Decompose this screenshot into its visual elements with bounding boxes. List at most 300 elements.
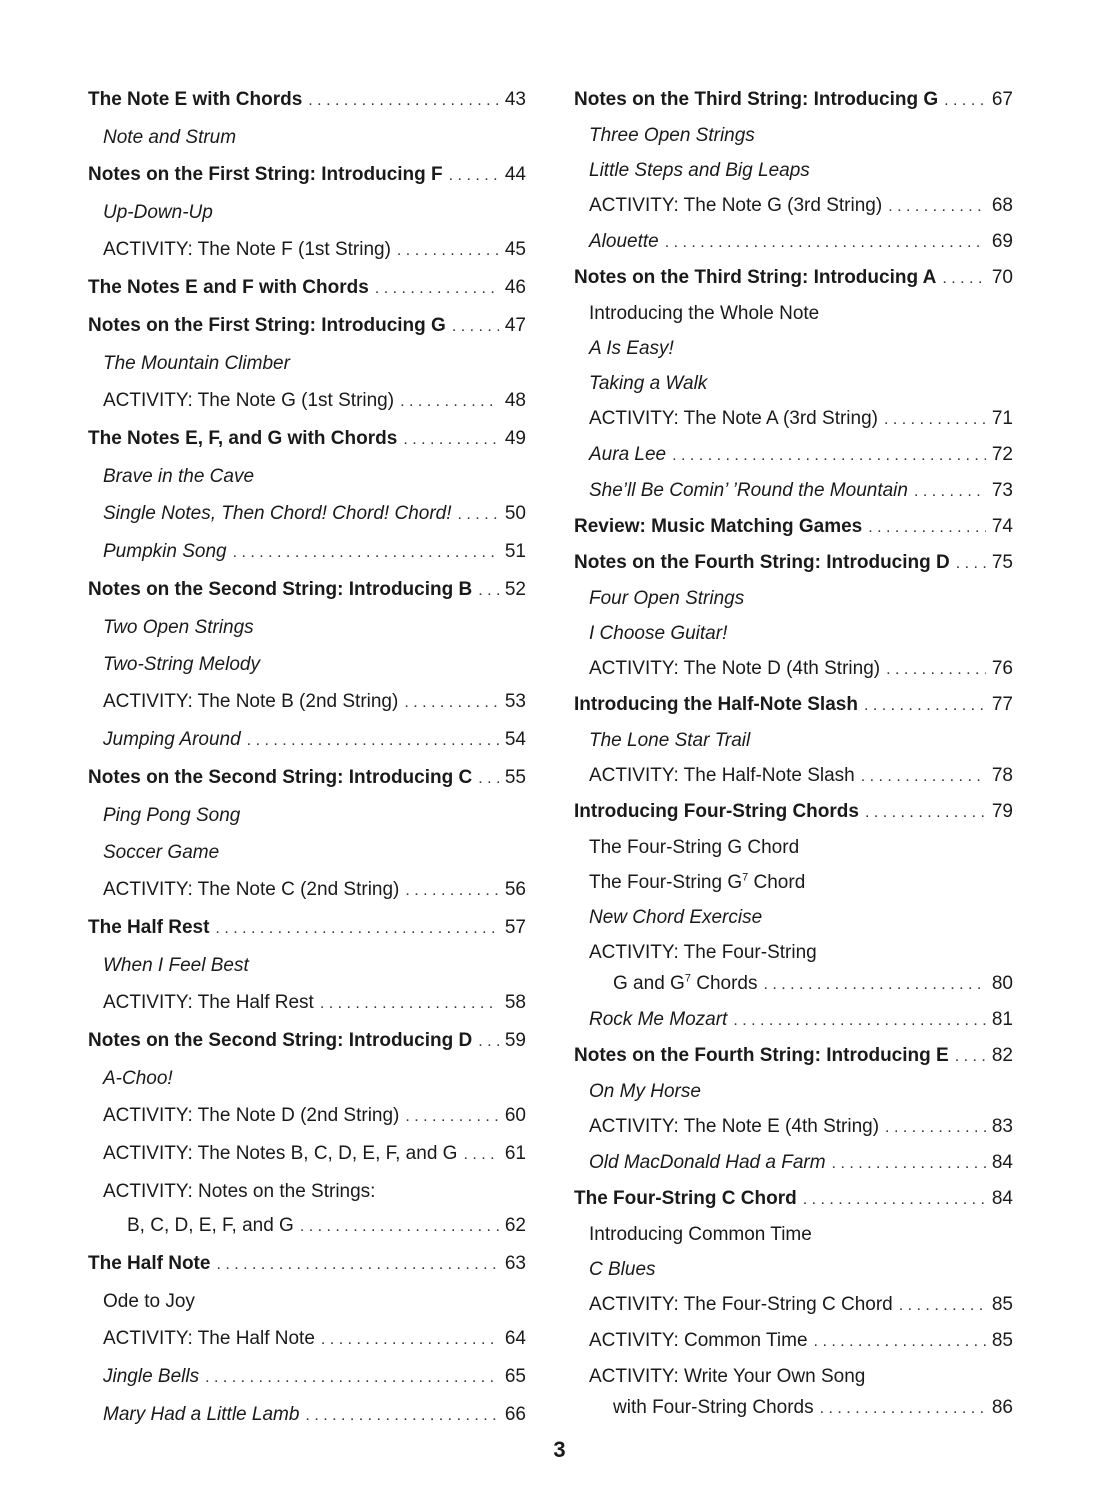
toc-entry-title [103, 804, 240, 828]
dot-leader [942, 267, 985, 291]
toc-entry-page: 70 [991, 267, 1013, 288]
toc-entry-title [103, 540, 227, 564]
toc-entry-title-text: ACTIVITY: The Note C (2nd String) [103, 879, 400, 900]
toc-entry [88, 427, 526, 452]
toc-entry-title-text: Notes on the Third String: Introducing A [574, 267, 937, 288]
toc-entry [574, 266, 1013, 291]
toc-entry [88, 1290, 526, 1314]
toc-entry [574, 1115, 1013, 1140]
toc-entry-title-text: Introducing Four-String Chords [574, 801, 859, 822]
toc-entry-title [589, 906, 762, 930]
toc-entry-title-text: Two-String Melody [103, 654, 260, 675]
dot-leader [864, 694, 986, 718]
toc-entry-title-text: ACTIVITY: The Notes B, C, D, E, F, and G [103, 1143, 458, 1164]
toc-entry-title-text: Taking a Walk [589, 373, 708, 394]
toc-entry-page: 53 [504, 691, 526, 712]
toc-entry [574, 1396, 1013, 1421]
toc-entry-title [103, 238, 391, 262]
toc-entry [88, 88, 526, 113]
toc-entry-title [103, 1290, 195, 1314]
dot-leader [665, 231, 986, 255]
toc-entry-title-text: Jingle Bells [103, 1366, 200, 1387]
toc-entry-page: 82 [991, 1045, 1013, 1066]
toc-entry-title [88, 1029, 472, 1053]
dot-leader [449, 164, 499, 188]
toc-entry-title-text: Mary Had a Little Lamb [103, 1404, 300, 1425]
toc-entry-page: 66 [504, 1404, 526, 1425]
toc-entry-title [589, 124, 755, 148]
toc-entry-title [589, 1293, 893, 1317]
toc-entry [88, 1104, 526, 1129]
toc-entry-title [103, 1142, 457, 1166]
toc-entry-title-text: ACTIVITY: The Note G (3rd String) [589, 195, 883, 216]
toc-entry-title-text: ACTIVITY: The Note A (3rd String) [589, 408, 878, 429]
toc-entry-page: 69 [991, 231, 1013, 252]
toc-entry-page: 56 [504, 879, 526, 900]
toc-entry-title-text: Introducing the Half-Note Slash [574, 694, 858, 715]
toc-entry [574, 124, 1013, 148]
toc-entry [574, 1080, 1013, 1104]
toc-entry [88, 841, 526, 865]
toc-entry [88, 314, 526, 339]
toc-entry [574, 587, 1013, 611]
toc-entry-page: 48 [504, 390, 526, 411]
toc-entry-title [589, 372, 707, 396]
toc-entry-title [589, 764, 855, 788]
dot-leader [452, 315, 499, 339]
toc-entry-title [88, 88, 302, 112]
toc-entry-title-text: ACTIVITY: The Note B (2nd String) [103, 691, 399, 712]
toc-entry [88, 1327, 526, 1352]
toc-entry-title [103, 954, 249, 978]
toc-entry-title [103, 389, 394, 413]
toc-entry-title [88, 578, 472, 602]
toc-entry [574, 88, 1013, 113]
toc-entry-title-text: The Half Note [88, 1253, 211, 1274]
toc-entry-title [103, 1365, 199, 1389]
toc-entry-title-text: Four Open Strings [589, 588, 745, 609]
toc-entry-page: 76 [991, 658, 1013, 679]
toc-entry-title-text: Single Notes, Then Chord! Chord! Chord! [103, 503, 452, 524]
toc-entry [574, 906, 1013, 930]
toc-entry-page: 86 [991, 1397, 1013, 1418]
toc-entry [574, 159, 1013, 183]
toc-entry-page: 58 [504, 992, 526, 1013]
toc-entry-title-text: ACTIVITY: The Note D (2nd String) [103, 1105, 400, 1126]
toc-entry-page: 55 [504, 767, 526, 788]
dot-leader [956, 552, 986, 576]
toc-entry-title-text: Little Steps and Big Leaps [589, 160, 810, 181]
toc-entry-title-text: Soccer Game [103, 842, 220, 863]
toc-entry [574, 836, 1013, 860]
toc-entry-title-text: When I Feel Best [103, 955, 249, 976]
toc-entry [574, 551, 1013, 576]
dot-leader [944, 89, 986, 113]
toc-entry-title [589, 1151, 826, 1175]
toc-entry-title [574, 515, 862, 539]
toc-entry-title [589, 1329, 808, 1353]
toc-entry-title-text: ACTIVITY: The Half Note [103, 1328, 315, 1349]
dot-leader [886, 658, 986, 682]
toc-entry-title-text: Pumpkin Song [103, 541, 227, 562]
toc-entry-page: 59 [504, 1030, 526, 1051]
toc-entry-title-text: Introducing the Whole Note [589, 303, 820, 324]
toc-entry [88, 578, 526, 603]
toc-entry-page: 51 [504, 541, 526, 562]
toc-entry-title-text: Introducing Common Time [589, 1224, 812, 1245]
toc-entry [88, 954, 526, 978]
dot-leader [247, 729, 499, 753]
toc-entry-title [103, 352, 290, 376]
dot-leader [205, 1366, 499, 1390]
toc-entry-page: 46 [504, 277, 526, 298]
toc-entry-title [103, 690, 398, 714]
toc-entry-page: 72 [991, 444, 1013, 465]
dot-leader [832, 1152, 986, 1176]
dot-leader [458, 503, 499, 527]
toc-entry-page: 45 [504, 239, 526, 260]
toc-entry-page: 81 [991, 1009, 1013, 1030]
toc-entry-title-text: Notes on the Second String: Introducing C [88, 767, 473, 788]
toc-entry-title-text: Three Open Strings [589, 125, 755, 146]
toc-entry-title-text: The Notes E and F with Chords [88, 277, 369, 298]
toc-entry-title [589, 159, 810, 183]
toc-entry [88, 690, 526, 715]
toc-entry-title [589, 230, 659, 254]
toc-entry-title-text: C Blues [589, 1259, 656, 1280]
toc-entry-page: 79 [991, 801, 1013, 822]
toc-entry-page: 75 [991, 552, 1013, 573]
toc-entry [88, 804, 526, 828]
dot-leader [321, 1328, 499, 1352]
toc-entry-page: 44 [504, 164, 526, 185]
dot-leader [463, 1143, 498, 1167]
toc-entry [574, 871, 1013, 895]
toc-entry-title-suffix: Chord [748, 872, 806, 893]
dot-leader [763, 973, 985, 997]
dot-leader [885, 1116, 986, 1140]
toc-entry-title [574, 693, 858, 717]
toc-entry-page: 78 [991, 765, 1013, 786]
dot-leader [403, 428, 499, 452]
dot-leader [955, 1045, 986, 1069]
dot-leader [478, 579, 499, 603]
toc-entry-title [574, 88, 938, 112]
page-number: 3 [553, 1437, 566, 1462]
toc-entry-title [88, 163, 443, 187]
toc-entry-title [589, 1080, 701, 1104]
toc-entry-page: 73 [991, 480, 1013, 501]
toc-entry-page: 74 [991, 516, 1013, 537]
dot-leader [914, 480, 986, 504]
toc-entry-title-text: Notes on the First String: Introducing F [88, 164, 443, 185]
toc-entry-title-text: The Four-String G Chord [589, 837, 800, 858]
toc-entry-title-text: ACTIVITY: The Half Rest [103, 992, 314, 1013]
toc-entry-title [88, 276, 369, 300]
dot-leader [216, 1253, 498, 1277]
toc-entry-title-text: ACTIVITY: Write Your Own Song [589, 1366, 866, 1387]
toc-entry-title-text: ACTIVITY: The Note F (1st String) [103, 239, 391, 260]
toc-entry [88, 653, 526, 677]
toc-entry-title [88, 916, 209, 940]
dot-leader [672, 444, 986, 468]
toc-entry-title [589, 337, 674, 361]
toc-entry-title [103, 1327, 315, 1351]
toc-entry [574, 515, 1013, 540]
toc-entry-title-text: ACTIVITY: The Note G (1st String) [103, 390, 395, 411]
toc-entry [88, 201, 526, 225]
toc-entry [88, 766, 526, 791]
dot-leader [884, 408, 986, 432]
toc-entry-title [589, 443, 666, 467]
toc-entry-title-text: Rock Me Mozart [589, 1009, 728, 1030]
toc-entry [574, 443, 1013, 468]
toc-entry-title [574, 1044, 949, 1068]
toc-entry-title-text: Note and Strum [103, 127, 237, 148]
toc-entry [88, 1214, 526, 1239]
dot-leader [397, 239, 499, 263]
toc-entry [88, 1029, 526, 1054]
toc-entry-page: 68 [991, 195, 1013, 216]
toc-entry-title [103, 1067, 173, 1091]
toc-entry-title-text: The Four-String G [589, 872, 743, 893]
toc-entry-title-text: The Mountain Climber [103, 353, 290, 374]
toc-entry-title [574, 800, 859, 824]
toc-entry-title [589, 1008, 727, 1032]
toc-entry [88, 616, 526, 640]
toc-entry-title [103, 1104, 399, 1128]
toc-entry-title [88, 427, 397, 451]
toc-entry [574, 764, 1013, 789]
toc-entry-title-text: Ping Pong Song [103, 805, 241, 826]
dot-leader [400, 390, 499, 414]
toc-entry [88, 916, 526, 941]
toc-entry [88, 540, 526, 565]
toc-entry-title-text: Notes on the Fourth String: Introducing E [574, 1045, 949, 1066]
toc-entry-title [103, 1180, 375, 1204]
toc-entry-title [589, 194, 882, 218]
toc-entry [574, 479, 1013, 504]
toc-entry-page: 62 [504, 1215, 526, 1236]
toc-entry-page: 54 [504, 729, 526, 750]
toc-entry-title [103, 201, 213, 225]
dot-leader [899, 1294, 986, 1318]
toc-entry-title-text: The Notes E, F, and G with Chords [88, 428, 398, 449]
toc-entry-title-text: Notes on the Fourth String: Introducing D [574, 552, 950, 573]
toc-entry-title [589, 622, 727, 646]
toc-entry-page: 64 [504, 1328, 526, 1349]
toc-entry-title [589, 1258, 656, 1282]
dot-leader [888, 195, 986, 219]
toc-entry [88, 728, 526, 753]
toc-entry-title [589, 871, 805, 895]
toc-entry-title-text: Brave in the Cave [103, 466, 255, 487]
toc-entry-title-text: She’ll Be Comin’ ’Round the Mountain [589, 480, 908, 501]
toc-entry-title-text: Jumping Around [103, 729, 241, 750]
toc-entry-title [103, 502, 452, 526]
dot-leader [865, 801, 986, 825]
dot-leader [215, 917, 498, 941]
toc-entry [574, 1223, 1013, 1247]
toc-entry-page: 71 [991, 408, 1013, 429]
toc-entry [574, 693, 1013, 718]
toc-entry-title-text: ACTIVITY: The Half-Note Slash [589, 765, 855, 786]
toc-entry [574, 337, 1013, 361]
toc-entry-title-text: Two Open Strings [103, 617, 254, 638]
toc-entry-page: 80 [991, 973, 1013, 994]
toc-entry-title [574, 551, 950, 575]
toc-entry-title-text: Aura Lee [589, 444, 667, 465]
toc-entry-title-text: ACTIVITY: The Note D (4th String) [589, 658, 881, 679]
toc-entry [574, 1008, 1013, 1033]
toc-entry-page: 61 [504, 1143, 526, 1164]
toc-entry [88, 1067, 526, 1091]
toc-entry-title [103, 126, 236, 150]
dot-leader [861, 765, 986, 789]
toc-entry [88, 352, 526, 376]
dot-leader [820, 1397, 986, 1421]
toc-entry [88, 1365, 526, 1390]
toc-entry-title [103, 653, 260, 677]
toc-entry [574, 729, 1013, 753]
toc-entry-title [103, 841, 219, 865]
toc-entry-title [127, 1214, 294, 1238]
toc-entry-title [574, 266, 936, 290]
toc-entry-title-text: ACTIVITY: Common Time [589, 1330, 808, 1351]
toc-entry [574, 1365, 1013, 1389]
toc-entry-title [589, 1115, 879, 1139]
toc-entry-page: 83 [991, 1116, 1013, 1137]
toc-entry-title-text: Notes on the Third String: Introducing G [574, 89, 939, 110]
toc-entry-superscript: 7 [742, 871, 749, 884]
dot-leader [233, 541, 499, 565]
toc-entry-page: 84 [991, 1152, 1013, 1173]
toc-entry-page: 47 [504, 315, 526, 336]
toc-entry-title [589, 302, 819, 326]
toc-entry [574, 941, 1013, 965]
toc-entry [574, 407, 1013, 432]
dot-leader [404, 691, 499, 715]
toc-entry [574, 194, 1013, 219]
toc-entry [574, 1293, 1013, 1318]
toc-entry [574, 657, 1013, 682]
toc-entry-title-text: ACTIVITY: Notes on the Strings: [103, 1181, 376, 1202]
toc-entry-title-text: A Is Easy! [589, 338, 674, 359]
toc-entry [88, 991, 526, 1016]
toc-entry-page: 49 [504, 428, 526, 449]
toc-entry [574, 230, 1013, 255]
toc-entry-title [103, 1403, 299, 1427]
toc-entry-page: 65 [504, 1366, 526, 1387]
toc-entry [88, 1252, 526, 1277]
dot-leader [803, 1188, 986, 1212]
toc-entry-title [103, 991, 314, 1015]
toc-entry-title-text: Notes on the First String: Introducing G [88, 315, 446, 336]
toc-entry-page: 60 [504, 1105, 526, 1126]
toc-entry-title-text: Alouette [589, 231, 659, 252]
toc-entry-page: 84 [991, 1188, 1013, 1209]
toc-entry [574, 1329, 1013, 1354]
toc-entry-title-text: The Note E with Chords [88, 89, 303, 110]
toc-entry-title [103, 465, 254, 489]
toc-entry [88, 163, 526, 188]
toc-entry [88, 238, 526, 263]
toc-entry-page: 77 [991, 694, 1013, 715]
toc-entry-page: 85 [991, 1294, 1013, 1315]
toc-column-right [574, 82, 1013, 1421]
toc-entry [574, 1258, 1013, 1282]
toc-entry-title-text: ACTIVITY: The Four-String C Chord [589, 1294, 893, 1315]
toc-entry-title [589, 479, 908, 503]
toc-entry-title [88, 766, 472, 790]
dot-leader [320, 992, 499, 1016]
toc-entry [574, 302, 1013, 326]
toc-entry-title-text: The Half Rest [88, 917, 210, 938]
toc-entry [574, 1151, 1013, 1176]
toc-entry [88, 1403, 526, 1428]
toc-entry [88, 878, 526, 903]
toc-entry-title [88, 1252, 210, 1276]
toc-entry-title-text: Review: Music Matching Games [574, 516, 863, 537]
toc-entry-title-text: ACTIVITY: The Four-String [589, 942, 817, 963]
dot-leader [868, 516, 986, 540]
toc-entry-page: 52 [504, 579, 526, 600]
toc-column-left [88, 82, 526, 1428]
toc-entry-title-text: Ode to Joy [103, 1291, 195, 1312]
toc-entry-title-text: Old MacDonald Had a Farm [589, 1152, 826, 1173]
toc-entry-title [589, 1223, 812, 1247]
toc-entry [574, 1187, 1013, 1212]
toc-entry-page: 63 [504, 1253, 526, 1274]
toc-entry-title-text: Notes on the Second String: Introducing D [88, 1030, 473, 1051]
toc-entry [88, 276, 526, 301]
toc-entry-title [589, 657, 880, 681]
toc-entry-title [589, 407, 878, 431]
dot-leader [405, 879, 498, 903]
dot-leader [375, 277, 499, 301]
toc-entry [574, 1044, 1013, 1069]
toc-entry [88, 502, 526, 527]
toc-entry-title-text: I Choose Guitar! [589, 623, 728, 644]
toc-entry-title-text: ACTIVITY: The Note E (4th String) [589, 1116, 880, 1137]
toc-entry-title [589, 941, 817, 965]
toc-entry-page: 67 [991, 89, 1013, 110]
dot-leader [305, 1404, 498, 1428]
dot-leader [308, 89, 499, 113]
toc-entry-title [103, 728, 241, 752]
toc-entry [574, 372, 1013, 396]
toc-entry-title-text: Up-Down-Up [103, 202, 213, 223]
toc-entry [88, 465, 526, 489]
toc-entry-title-text: B, C, D, E, F, and G [127, 1215, 294, 1236]
toc-entry-superscript: 7 [684, 972, 691, 985]
toc-entry-title-text: with Four-String Chords [613, 1397, 814, 1418]
dot-leader [405, 1105, 498, 1129]
toc-entry-page: 57 [504, 917, 526, 938]
toc-entry-page: 50 [504, 503, 526, 524]
toc-entry-title-text: New Chord Exercise [589, 907, 763, 928]
toc-entry [88, 126, 526, 150]
toc-entry [574, 800, 1013, 825]
toc-entry-title [574, 1187, 797, 1211]
dot-leader [478, 1030, 499, 1054]
toc-entry-title [613, 972, 757, 996]
toc-entry-title [103, 616, 254, 640]
toc-entry-title-suffix: Chords [690, 973, 758, 994]
dot-leader [300, 1215, 499, 1239]
toc-entry [88, 1180, 526, 1204]
toc-entry [88, 389, 526, 414]
